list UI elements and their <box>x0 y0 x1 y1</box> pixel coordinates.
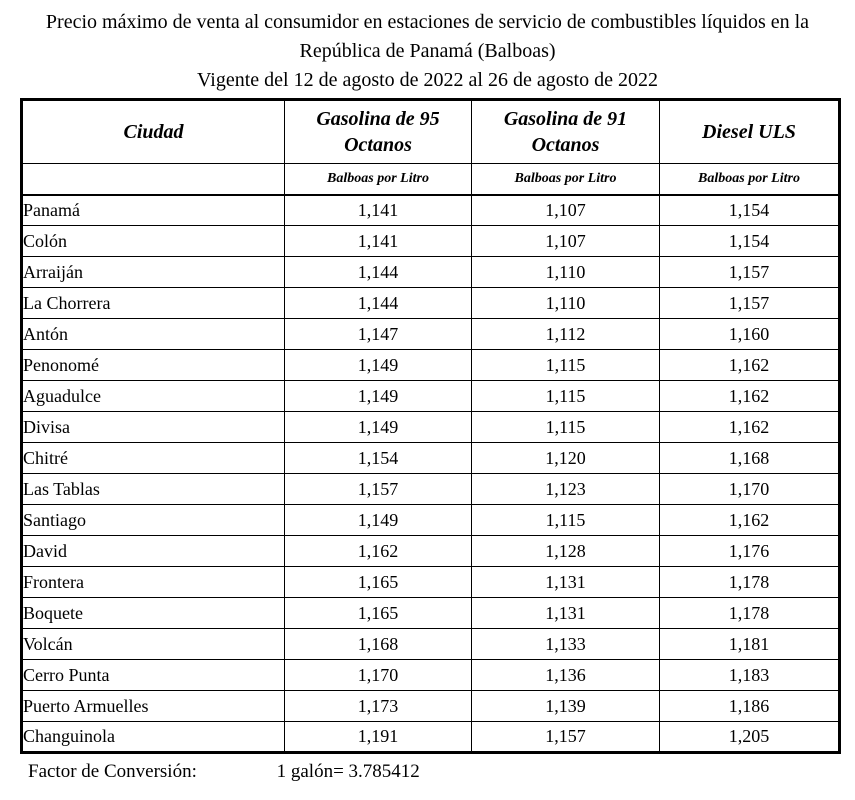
price-cell-g91: 1,131 <box>472 567 660 598</box>
city-cell: Las Tablas <box>22 474 285 505</box>
price-cell-g95: 1,170 <box>285 660 472 691</box>
city-cell: Divisa <box>22 412 285 443</box>
table-row <box>22 536 840 567</box>
price-cell-g91: 1,131 <box>472 598 660 629</box>
city-cell: La Chorrera <box>22 288 285 319</box>
col-header-gasolina-95: Gasolina de 95 Octanos <box>285 100 472 164</box>
conversion-factor <box>28 761 855 783</box>
price-cell-g95: 1,165 <box>285 567 472 598</box>
city-cell: Aguadulce <box>22 381 285 412</box>
table-row <box>22 474 840 505</box>
table-row <box>22 195 840 226</box>
price-cell-g91: 1,115 <box>472 505 660 536</box>
price-cell-g91: 1,110 <box>472 288 660 319</box>
city-cell: Colón <box>22 226 285 257</box>
price-cell-g95: 1,141 <box>285 195 472 226</box>
city-cell: Panamá <box>22 195 285 226</box>
price-cell-g95: 1,144 <box>285 257 472 288</box>
table-row <box>22 412 840 443</box>
price-cell-diesel: 1,162 <box>660 412 840 443</box>
price-cell-diesel: 1,157 <box>660 257 840 288</box>
city-cell: Frontera <box>22 567 285 598</box>
table-row <box>22 350 840 381</box>
price-cell-g91: 1,115 <box>472 350 660 381</box>
table-row <box>22 443 840 474</box>
table-row <box>22 598 840 629</box>
price-cell-diesel: 1,154 <box>660 195 840 226</box>
city-cell: Arraiján <box>22 257 285 288</box>
city-cell: Changuinola <box>22 722 285 753</box>
price-cell-diesel: 1,183 <box>660 660 840 691</box>
price-cell-g91: 1,115 <box>472 412 660 443</box>
price-cell-g95: 1,173 <box>285 691 472 722</box>
table-unit-row <box>22 164 840 195</box>
fuel-price-table <box>20 98 841 754</box>
price-cell-g91: 1,157 <box>472 722 660 753</box>
price-cell-diesel: 1,162 <box>660 381 840 412</box>
price-cell-diesel: 1,178 <box>660 598 840 629</box>
price-cell-diesel: 1,205 <box>660 722 840 753</box>
price-cell-g95: 1,168 <box>285 629 472 660</box>
price-cell-g95: 1,144 <box>285 288 472 319</box>
table-row <box>22 691 840 722</box>
price-cell-g91: 1,115 <box>472 381 660 412</box>
price-cell-g95: 1,191 <box>285 722 472 753</box>
price-cell-g91: 1,136 <box>472 660 660 691</box>
price-cell-g91: 1,112 <box>472 319 660 350</box>
document-page <box>0 8 855 800</box>
price-cell-g95: 1,157 <box>285 474 472 505</box>
col-header-gasolina-91: Gasolina de 91 Octanos <box>472 100 660 164</box>
table-row <box>22 567 840 598</box>
table-row <box>22 226 840 257</box>
price-cell-diesel: 1,162 <box>660 505 840 536</box>
price-cell-g95: 1,162 <box>285 536 472 567</box>
price-cell-g95: 1,149 <box>285 412 472 443</box>
price-cell-g91: 1,123 <box>472 474 660 505</box>
table-row <box>22 629 840 660</box>
city-cell: Cerro Punta <box>22 660 285 691</box>
validity-period: Vigente del 12 de agosto de 2022 al 26 de agosto de 2022 <box>197 69 658 91</box>
table-body <box>22 195 840 753</box>
city-cell: Puerto Armuelles <box>22 691 285 722</box>
price-cell-g95: 1,149 <box>285 381 472 412</box>
unit-header-diesel-uls: Balboas por Litro <box>660 164 840 195</box>
price-cell-g91: 1,107 <box>472 195 660 226</box>
city-cell: Chitré <box>22 443 285 474</box>
price-cell-g91: 1,139 <box>472 691 660 722</box>
col-header-ciudad: Ciudad <box>22 100 285 164</box>
price-cell-diesel: 1,168 <box>660 443 840 474</box>
city-cell: Antón <box>22 319 285 350</box>
unit-header-gasolina-91: Balboas por Litro <box>472 164 660 195</box>
city-cell: Boquete <box>22 598 285 629</box>
price-cell-diesel: 1,178 <box>660 567 840 598</box>
price-cell-diesel: 1,186 <box>660 691 840 722</box>
price-cell-g91: 1,110 <box>472 257 660 288</box>
city-cell: David <box>22 536 285 567</box>
price-cell-g91: 1,107 <box>472 226 660 257</box>
price-cell-diesel: 1,162 <box>660 350 840 381</box>
price-cell-diesel: 1,154 <box>660 226 840 257</box>
price-cell-g91: 1,120 <box>472 443 660 474</box>
page-title: Precio máximo de venta al consumidor en estaciones de servicio de combustibles líquidos en la República de Panamá (Balboas) <box>45 11 810 62</box>
price-cell-g95: 1,165 <box>285 598 472 629</box>
table-row <box>22 319 840 350</box>
city-cell: Santiago <box>22 505 285 536</box>
city-cell: Volcán <box>22 629 285 660</box>
table-row <box>22 381 840 412</box>
col-header-diesel-uls: Diesel ULS <box>660 100 840 164</box>
price-cell-diesel: 1,157 <box>660 288 840 319</box>
price-cell-g95: 1,149 <box>285 350 472 381</box>
price-cell-diesel: 1,160 <box>660 319 840 350</box>
city-cell: Penonomé <box>22 350 285 381</box>
price-cell-diesel: 1,176 <box>660 536 840 567</box>
table-header-row <box>22 100 840 164</box>
table-row <box>22 660 840 691</box>
price-cell-g91: 1,128 <box>472 536 660 567</box>
price-cell-g95: 1,154 <box>285 443 472 474</box>
price-cell-g91: 1,133 <box>472 629 660 660</box>
price-cell-g95: 1,141 <box>285 226 472 257</box>
table-row <box>22 722 840 753</box>
price-cell-g95: 1,147 <box>285 319 472 350</box>
unit-header-gasolina-95: Balboas por Litro <box>285 164 472 195</box>
table-row <box>22 505 840 536</box>
price-cell-g95: 1,149 <box>285 505 472 536</box>
conversion-factor-label: Factor de Conversión: <box>28 761 197 782</box>
conversion-factor-value: 1 galón= 3.785412 <box>276 761 420 782</box>
table-row <box>22 257 840 288</box>
price-cell-diesel: 1,181 <box>660 629 840 660</box>
table-row <box>22 288 840 319</box>
unit-header-empty <box>22 164 285 195</box>
price-cell-diesel: 1,170 <box>660 474 840 505</box>
